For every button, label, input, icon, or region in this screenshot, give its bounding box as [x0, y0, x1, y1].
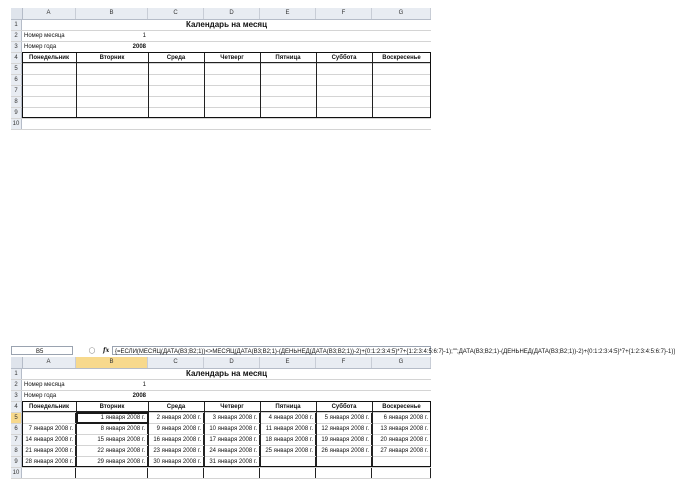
date-cell[interactable]: 21 января 2008 г.: [22, 446, 76, 456]
formula-bar: [11, 346, 675, 356]
function-icon[interactable]: fx: [103, 347, 110, 354]
sheet-row: [11, 369, 431, 380]
row-header[interactable]: 3: [11, 391, 22, 401]
row-header[interactable]: 5: [11, 413, 22, 423]
grid-line: [23, 62, 430, 63]
date-cell[interactable]: 29 января 2008 г.: [76, 457, 148, 467]
date-cell[interactable]: 23 января 2008 г.: [148, 446, 204, 456]
date-cell[interactable]: [148, 468, 204, 478]
date-cell[interactable]: [260, 468, 316, 478]
weekday-header-fri[interactable]: Пятница: [275, 55, 301, 61]
row-header[interactable]: 2: [11, 31, 22, 41]
column-header-bar: [11, 8, 431, 20]
month-value-cell[interactable]: 1: [142, 382, 146, 388]
date-cell[interactable]: 31 января 2008 г.: [204, 457, 260, 467]
year-label-cell[interactable]: Номер года: [24, 393, 57, 399]
weekday-header-wed[interactable]: Среда: [166, 404, 186, 410]
date-cell[interactable]: 30 января 2008 г.: [148, 457, 204, 467]
row-header[interactable]: 9: [11, 108, 22, 118]
weekday-header-tue[interactable]: Вторник: [99, 404, 125, 410]
date-cell[interactable]: 27 января 2008 г.: [372, 446, 431, 456]
sheet-row: [11, 31, 431, 42]
date-cell[interactable]: 26 января 2008 г.: [316, 446, 372, 456]
column-header-a[interactable]: A: [22, 8, 76, 19]
row-header[interactable]: 6: [11, 75, 22, 85]
weekday-header-wed[interactable]: Среда: [166, 55, 186, 61]
date-cell[interactable]: 8 января 2008 г.: [76, 424, 148, 434]
column-header-g[interactable]: G: [372, 357, 431, 368]
row-header[interactable]: 1: [11, 20, 22, 30]
weekday-header-sun[interactable]: Воскресенье: [382, 55, 421, 61]
date-cell[interactable]: 16 января 2008 г.: [148, 435, 204, 445]
date-cell[interactable]: 24 января 2008 г.: [204, 446, 260, 456]
calendar-title: Календарь на месяц: [185, 20, 268, 29]
date-cell[interactable]: 4 января 2008 г.: [260, 413, 316, 423]
row-header[interactable]: 4: [11, 402, 22, 412]
row-header[interactable]: 3: [11, 42, 22, 52]
date-cell[interactable]: 19 января 2008 г.: [316, 435, 372, 445]
row-header[interactable]: 10: [11, 468, 22, 478]
date-cell[interactable]: 12 января 2008 г.: [316, 424, 372, 434]
date-cell[interactable]: 3 января 2008 г.: [204, 413, 260, 423]
date-cell[interactable]: 18 января 2008 г.: [260, 435, 316, 445]
weekday-header-sun[interactable]: Воскресенье: [382, 404, 421, 410]
year-label-cell[interactable]: Номер года: [24, 44, 57, 50]
date-cell[interactable]: 11 января 2008 г.: [260, 424, 316, 434]
weekday-header-thu[interactable]: Четверг: [220, 404, 244, 410]
row-header[interactable]: 8: [11, 446, 22, 456]
date-cell[interactable]: 1 января 2008 г.: [76, 413, 148, 423]
row-header[interactable]: 7: [11, 435, 22, 445]
row-header[interactable]: 2: [11, 380, 22, 390]
row-header[interactable]: 5: [11, 64, 22, 74]
date-cell[interactable]: 15 января 2008 г.: [76, 435, 148, 445]
row-header[interactable]: 1: [11, 369, 22, 379]
date-cell[interactable]: [76, 468, 148, 478]
weekday-header-mon[interactable]: Понедельник: [29, 55, 69, 61]
column-header-c[interactable]: C: [148, 357, 204, 368]
weekday-header-sat[interactable]: Суббота: [331, 55, 357, 61]
spreadsheet-top: [11, 8, 431, 130]
formula-input[interactable]: {=ЕСЛИ(МЕСЯЦ(ДАТА(B3;B2;1))<>МЕСЯЦ(ДАТА(B3;B2;1)-(ДЕНЬНЕД(ДАТА(B3;B2;1))-2)+{0:1:2:3:4:5}*7+{1:2:3:4:5:6:7}-1);"";ДАТА(B3;B2;1)-(ДЕНЬНЕД(ДАТА(B3;B2;1))-2)+{0:1:2:3:4:5}*7+{1:2:3:4:5:6:7}-1)}: [112, 346, 431, 355]
date-cell[interactable]: 7 января 2008 г.: [22, 424, 76, 434]
weekday-header-tue[interactable]: Вторник: [99, 55, 125, 61]
column-header-g[interactable]: G: [372, 8, 431, 19]
date-cell[interactable]: [22, 468, 76, 478]
sheet-row: [11, 119, 431, 130]
date-cell[interactable]: 2 января 2008 г.: [148, 413, 204, 423]
date-cell[interactable]: 5 января 2008 г.: [316, 413, 372, 423]
date-cell[interactable]: 17 января 2008 г.: [204, 435, 260, 445]
column-header-d[interactable]: D: [204, 357, 260, 368]
sheet-row: [11, 380, 431, 391]
sheet-row: [11, 20, 431, 31]
row-header[interactable]: 10: [11, 119, 22, 129]
calendar-title: Календарь на месяц: [185, 369, 268, 378]
row-header[interactable]: 4: [11, 53, 22, 63]
date-cell[interactable]: [204, 468, 260, 478]
row-header[interactable]: 9: [11, 457, 22, 467]
year-value-cell[interactable]: 2008: [132, 44, 146, 50]
date-cell[interactable]: 14 января 2008 г.: [22, 435, 76, 445]
weekday-header-sat[interactable]: Суббота: [331, 404, 357, 410]
column-header-b[interactable]: B: [76, 8, 148, 19]
column-header-bar: [11, 357, 431, 369]
date-cell[interactable]: 13 января 2008 г.: [372, 424, 431, 434]
date-cell[interactable]: 22 января 2008 г.: [76, 446, 148, 456]
column-header-a[interactable]: A: [22, 357, 76, 368]
month-value-cell[interactable]: 1: [142, 33, 146, 39]
calendar-grid-border: [22, 401, 431, 467]
date-cell[interactable]: 10 января 2008 г.: [204, 424, 260, 434]
row-header[interactable]: 7: [11, 86, 22, 96]
date-cell[interactable]: 9 января 2008 г.: [148, 424, 204, 434]
circle-icon: ◯: [88, 348, 96, 354]
date-cell[interactable]: 25 января 2008 г.: [260, 446, 316, 456]
date-cell[interactable]: [372, 468, 431, 478]
row-header[interactable]: 6: [11, 424, 22, 434]
month-label-cell[interactable]: Номер месяца: [24, 33, 65, 39]
column-header-e[interactable]: E: [260, 8, 316, 19]
grid-line: [23, 411, 430, 412]
date-cell[interactable]: 20 января 2008 г.: [372, 435, 431, 445]
sheet-row: [11, 468, 431, 479]
row-header[interactable]: 8: [11, 97, 22, 107]
name-box[interactable]: B5: [11, 346, 73, 355]
date-cell[interactable]: [316, 468, 372, 478]
weekday-header-mon[interactable]: Понедельник: [29, 404, 69, 410]
column-header-f[interactable]: F: [316, 357, 372, 368]
calendar-grid-border: [22, 52, 431, 118]
weekday-header-fri[interactable]: Пятница: [275, 404, 301, 410]
date-cell[interactable]: 28 января 2008 г.: [22, 457, 76, 467]
month-label-cell[interactable]: Номер месяца: [24, 382, 65, 388]
weekday-header-thu[interactable]: Четверг: [220, 55, 244, 61]
column-header-b[interactable]: B: [76, 357, 148, 368]
date-cell[interactable]: 6 января 2008 г.: [372, 413, 431, 423]
column-header-d[interactable]: D: [204, 8, 260, 19]
year-value-cell[interactable]: 2008: [132, 393, 146, 399]
spreadsheet-bottom: [11, 357, 431, 479]
column-header-c[interactable]: C: [148, 8, 204, 19]
column-header-f[interactable]: F: [316, 8, 372, 19]
column-header-e[interactable]: E: [260, 357, 316, 368]
